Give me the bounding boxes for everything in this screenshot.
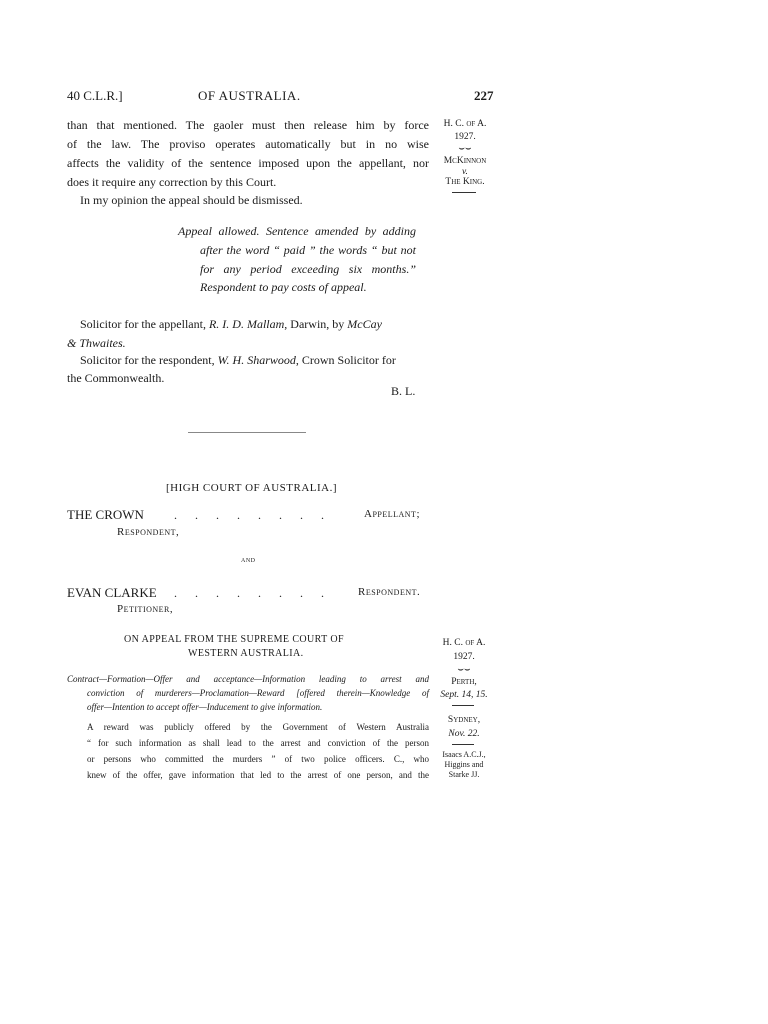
margin-rule-1 <box>452 705 474 706</box>
solicitor-appellant-line-1: Solicitor for the appellant, R. I. D. Mallam, Darwin, by McCay <box>80 317 382 331</box>
appeal-from-line-1: ON APPEAL FROM THE SUPREME COURT OF <box>124 634 344 645</box>
margin-judges-2: Higgins and <box>444 760 484 769</box>
respondent-role: Respondent. <box>358 586 421 598</box>
solicitor-respondent-line-2: the Commonwealth. <box>67 371 165 385</box>
body-line-3: or persons who committed the murders ” of two police officers. C., who <box>87 754 429 764</box>
appellant-name: THE CROWN <box>67 507 144 522</box>
appellant-sub-role: Respondent, <box>117 526 180 538</box>
prev-margin-v: v. <box>462 167 468 177</box>
margin-date-nov: Nov. 22. <box>448 729 480 739</box>
prev-margin-court: H. C. of A. <box>443 119 487 129</box>
appellant-dots: . . . . . . . . <box>174 508 324 522</box>
margin-court: H. C. of A. <box>442 638 486 648</box>
running-head-volume: 40 C.L.R.] <box>67 88 123 103</box>
margin-place-perth: Perth, <box>451 677 477 687</box>
prev-case-line-2: of the law. The proviso operates automatically but in no wise <box>67 137 429 151</box>
appeal-from-line-2: WESTERN AUSTRALIA. <box>188 648 304 659</box>
headnote-line-1: Contract—Formation—Offer and acceptance—Information leading to arrest and <box>67 674 429 684</box>
and-connector: and <box>241 554 256 564</box>
order-line-4: Respondent to pay costs of appeal. <box>200 280 367 294</box>
headnote-line-3: offer—Intention to accept offer—Inducement to give information. <box>87 702 323 712</box>
prev-margin-tilde: ⌣⌣ <box>458 143 472 154</box>
appellant-role: Appellant; <box>364 508 420 520</box>
margin-date-sept: Sept. 14, 15. <box>440 690 488 700</box>
prev-case-line-4: does it require any correction by this Court. <box>67 175 277 189</box>
order-line-3: for any period exceeding six months.” <box>200 262 416 276</box>
solicitor-appellant-line-2: & Thwaites. <box>67 336 126 350</box>
prev-case-line-1: than that mentioned. The gaoler must then release him by force <box>67 118 429 132</box>
order-line-2: after the word “ paid ” the words “ but not <box>200 243 416 257</box>
margin-judges-1: Isaacs A.C.J., <box>442 750 486 759</box>
respondent-name: EVAN CLARKE <box>67 585 157 600</box>
margin-year: 1927. <box>453 652 475 662</box>
margin-rule-2 <box>452 744 474 745</box>
prev-case-line-3: affects the validity of the sentence imposed upon the appellant, nor <box>67 156 429 170</box>
prev-margin-rule <box>452 192 476 193</box>
court-heading: [HIGH COURT OF AUSTRALIA.] <box>166 482 338 494</box>
prev-margin-year: 1927. <box>454 132 476 142</box>
respondent-sub-role: Petitioner, <box>117 603 174 615</box>
solicitor-respondent-line-1: Solicitor for the respondent, W. H. Sharwood, Crown Solicitor for <box>80 353 396 367</box>
headnote-line-2: conviction of murderers—Proclamation—Reward [offered therein—Knowledge of <box>87 688 429 698</box>
margin-tilde: ⌣⌣ <box>457 664 471 675</box>
opinion-line: In my opinion the appeal should be dismissed. <box>80 193 303 207</box>
prev-margin-party1: McKinnon <box>443 156 487 166</box>
running-head-title: OF AUSTRALIA. <box>198 88 301 103</box>
margin-judges-3: Starke JJ. <box>448 770 480 779</box>
order-line-1: Appeal allowed. Sentence amended by adding <box>178 224 416 238</box>
respondent-dots: . . . . . . . . <box>174 586 324 600</box>
margin-place-sydney: Sydney, <box>447 715 481 725</box>
page-number: 227 <box>474 88 494 103</box>
body-line-1: A reward was publicly offered by the Government of Western Australia <box>87 722 429 732</box>
reporter-initials: B. L. <box>391 384 416 398</box>
body-line-2: “ for such information as shall lead to the arrest and conviction of the person <box>87 738 429 748</box>
prev-margin-party2: The King. <box>445 177 485 187</box>
case-separator-rule <box>188 432 306 433</box>
body-line-4: knew of the offer, gave information that led to the arrest of one person, and the <box>87 770 429 780</box>
